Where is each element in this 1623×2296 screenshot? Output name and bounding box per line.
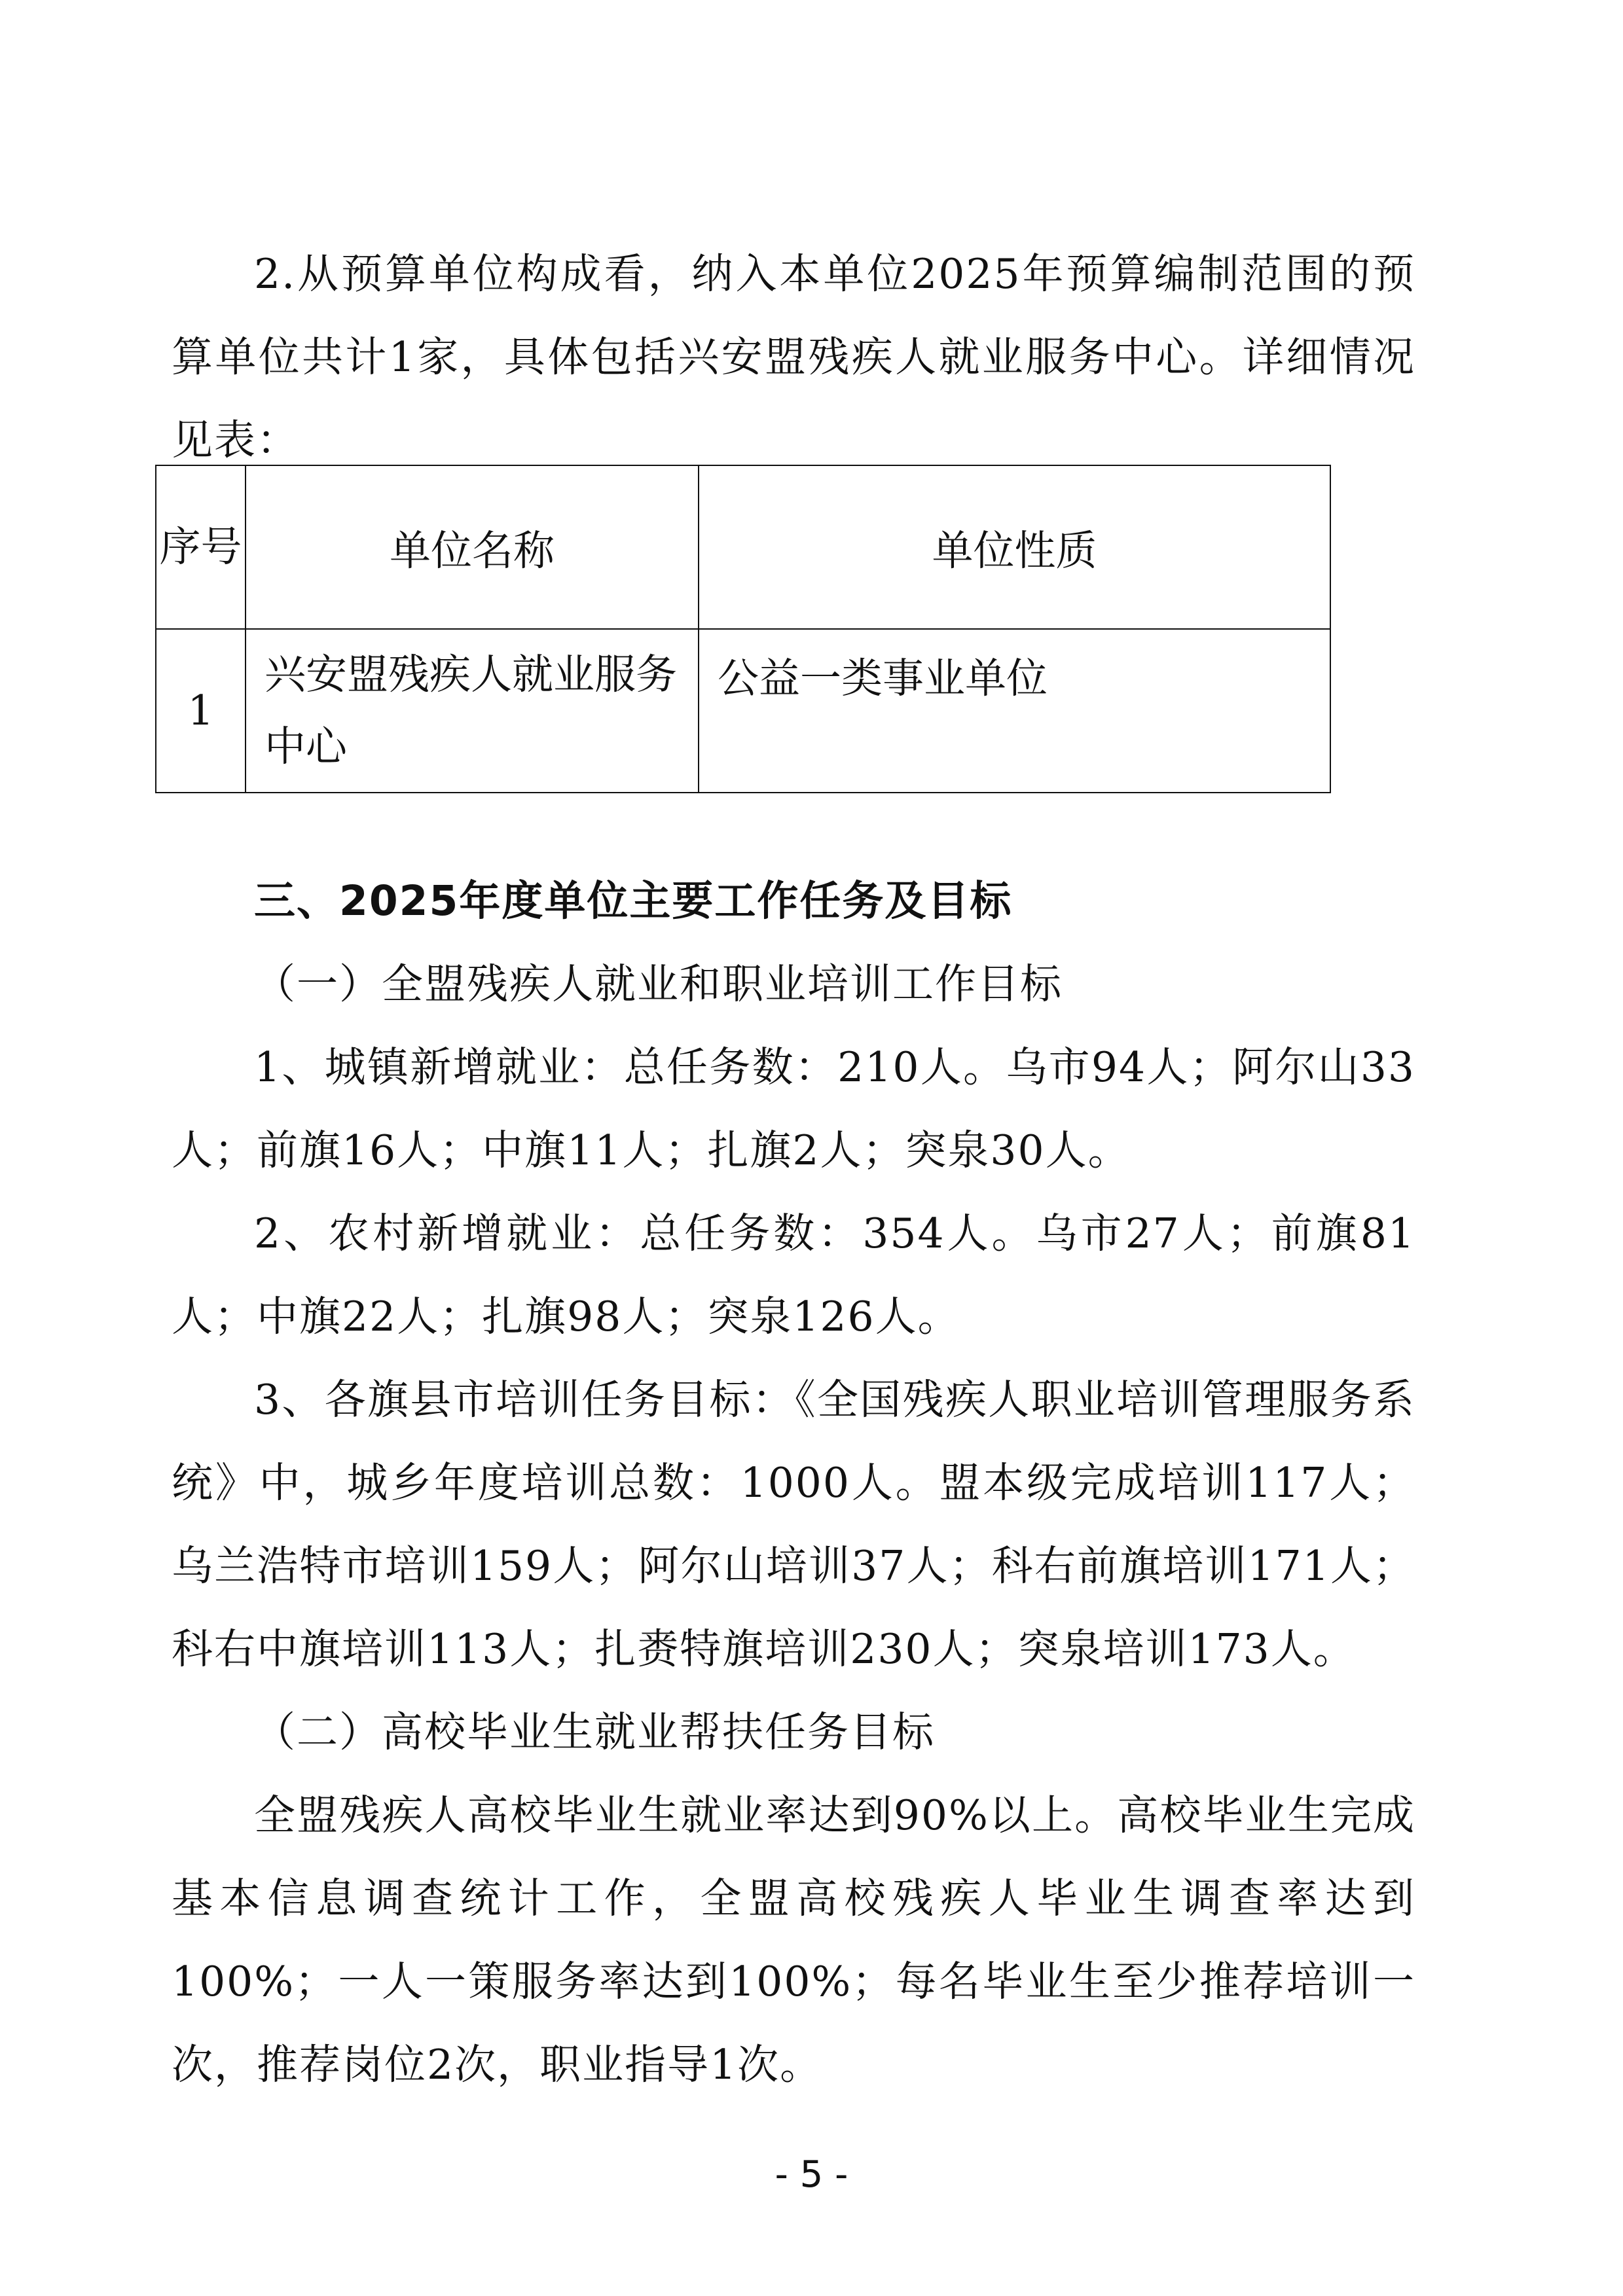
item-training-targets: 3、各旗县市培训任务目标：《全国残疾人职业培训管理服务系统》中，城乡年度培训总数：1000人。盟本级完成培训117人；乌兰浩特市培训159人；阿尔山培训37人；科右前旗培训171人；科右中旗培训113人；扎赉特旗培训230人；突泉培训173人。 xyxy=(172,1376,1415,1673)
header-unit-type: 单位性质 xyxy=(699,465,1330,629)
subsection-2-title: （二）高校毕业生就业帮扶任务目标 xyxy=(254,1708,935,1756)
cell-seq: 1 xyxy=(156,629,246,793)
header-unit-name: 单位名称 xyxy=(246,465,699,629)
section-3-title: 三、2025年度单位主要工作任务及目标 xyxy=(254,877,1013,925)
cell-unit-type: 公益一类事业单位 xyxy=(699,629,1330,793)
cell-unit-name: 兴安盟残疾人就业服务中心 xyxy=(246,629,699,793)
paragraph-graduates: 全盟残疾人高校毕业生就业率达到90%以上。高校毕业生完成基本信息调查统计工作，全盟高校残疾人毕业生调查率达到100%；一人一策服务率达到100%；每名毕业生至少推荐培训一次，推荐岗位2次，职业指导1次。 xyxy=(172,1791,1415,2089)
table-row xyxy=(156,629,1330,793)
budget-units-table xyxy=(155,465,1331,793)
header-seq: 序号 xyxy=(156,465,246,629)
paragraph-budget-units: 2.从预算单位构成看，纳入本单位2025年预算编制范围的预算单位共计1家，具体包括兴安盟残疾人就业服务中心。详细情况见表： xyxy=(172,250,1415,464)
table-header-row xyxy=(156,465,1330,629)
page-number: - 5 - xyxy=(775,2153,848,2196)
subsection-1-title: （一）全盟残疾人就业和职业培训工作目标 xyxy=(254,960,1063,1008)
item-urban-employment: 1、城镇新增就业：总任务数：210人。乌市94人；阿尔山33人；前旗16人；中旗11人；扎旗2人；突泉30人。 xyxy=(172,1043,1415,1174)
item-rural-employment: 2、农村新增就业：总任务数：354人。乌市27人；前旗81人；中旗22人；扎旗98人；突泉126人。 xyxy=(172,1210,1415,1340)
